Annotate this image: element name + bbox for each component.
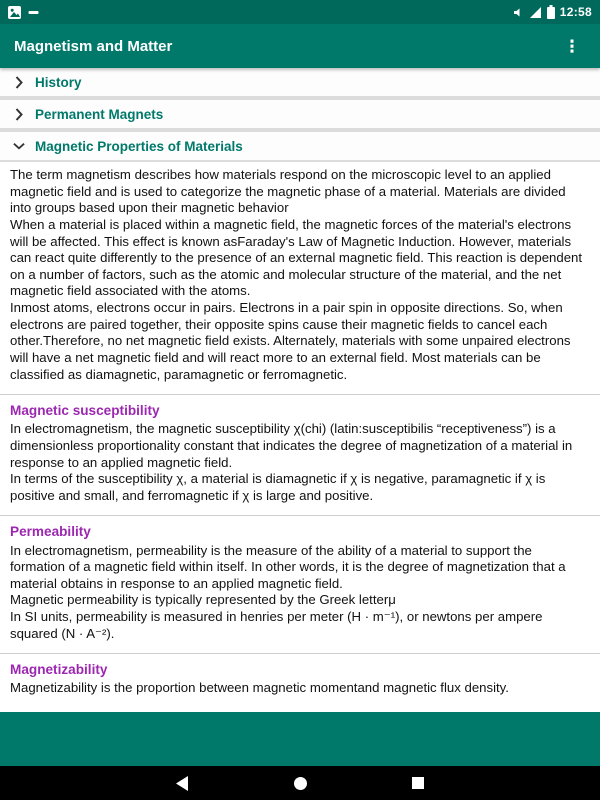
app-bar	[0, 24, 600, 68]
paragraph: The term magnetism describes how materials respond on the microscopic level to an applied magnetic field and is used to categorize the magnetic phase of a material. Materials are divided into groups based upon their magnetic behavior	[10, 167, 566, 216]
topic-section	[0, 653, 600, 697]
battery-icon	[547, 5, 555, 19]
home-button[interactable]	[285, 768, 315, 798]
recents-icon	[412, 777, 424, 789]
section-title: Magnetizability	[10, 662, 108, 678]
accordion-item-label: Permanent Magnets	[35, 106, 164, 122]
section-title: Permeability	[10, 524, 91, 540]
accordion-item-magnetic-properties[interactable]	[0, 132, 600, 160]
paragraph: When a material is placed within a magnetic field, the magnetic forces of the material's electrons will be affected. This effect is known asFaraday's Law of Magnetic Induction. However, materials can react quite differently to the presence of an external magnetic field. This reaction is dependent on a number of factors, such as the atomic and molecular structure of the material, and the net magnetic field associated with the atoms.	[10, 216, 583, 299]
minus-notification-icon	[28, 7, 39, 18]
recents-button[interactable]	[403, 768, 433, 798]
article-content	[0, 162, 600, 712]
back-button[interactable]	[167, 768, 197, 798]
section-divider	[0, 653, 600, 654]
accordion-item-permanent-magnets[interactable]	[0, 100, 600, 128]
topic-sections	[0, 394, 600, 697]
chevron-down-icon	[13, 142, 25, 150]
overflow-menu-icon[interactable]: ⋮	[563, 36, 581, 56]
image-notification-icon	[8, 6, 21, 19]
paragraph: Inmost atoms, electrons occur in pairs. Electrons in a pair spin in opposite directions. So, when electrons are paired together, their opposite spins cause their magnetic fields to cancel each other.Therefore, no net magnetic field exists. Alternately, materials with some unpaired electrons will have a net magnetic field and will react more to an external field. Most materials can be classified as diamagnetic, paramagnetic or ferromagnetic.	[10, 300, 571, 382]
paragraph: In SI units, permeability is measured in henries per meter (H · m⁻¹), or newtons per ampere squared (N · A⁻²).	[10, 609, 543, 641]
status-bar	[0, 0, 600, 24]
section-divider	[0, 515, 600, 516]
paragraph: Magnetic permeability is typically represented by the Greek letterμ	[10, 592, 396, 608]
volume-icon	[513, 7, 524, 18]
status-clock: 12:58	[559, 5, 592, 19]
android-nav-bar	[0, 766, 600, 800]
intro-paragraphs	[0, 167, 600, 383]
chevron-right-icon	[13, 76, 25, 89]
paragraph: In terms of the susceptibility χ, a material is diamagnetic if χ is negative, paramagnetic if χ is positive and small, and ferromagnetic if χ is large and positive.	[10, 471, 546, 503]
signal-icon	[529, 6, 542, 19]
topic-accordion	[0, 68, 600, 162]
chevron-right-icon	[13, 108, 25, 121]
paragraph: Magnetizability is the proportion between magnetic momentand magnetic flux density.	[10, 680, 509, 696]
section-divider	[0, 394, 600, 395]
accordion-item-label: History	[35, 74, 82, 90]
paragraph: In electromagnetism, the magnetic susceptibility χ(chi) (latin:susceptibilis “receptiveness”) is a dimensionless proportionality constant that indicates the degree of magnetization of a material in response to an applied magnetic field.	[10, 421, 573, 470]
paragraph: In electromagnetism, permeability is the measure of the ability of a material to support the formation of a magnetic field within itself. In other words, it is the degree of magnetization that a material obtains in response to an applied magnetic field.	[10, 542, 566, 591]
accordion-item-history[interactable]	[0, 68, 600, 96]
topic-section	[0, 394, 600, 504]
footer-strip	[0, 712, 600, 766]
home-icon	[294, 777, 307, 790]
status-system-icons	[513, 5, 592, 19]
section-title: Magnetic susceptibility	[10, 403, 160, 419]
topic-section	[0, 515, 600, 642]
page-title: Magnetism and Matter	[14, 37, 173, 55]
status-notification-icons	[8, 6, 39, 19]
accordion-item-label: Magnetic Properties of Materials	[35, 138, 243, 154]
